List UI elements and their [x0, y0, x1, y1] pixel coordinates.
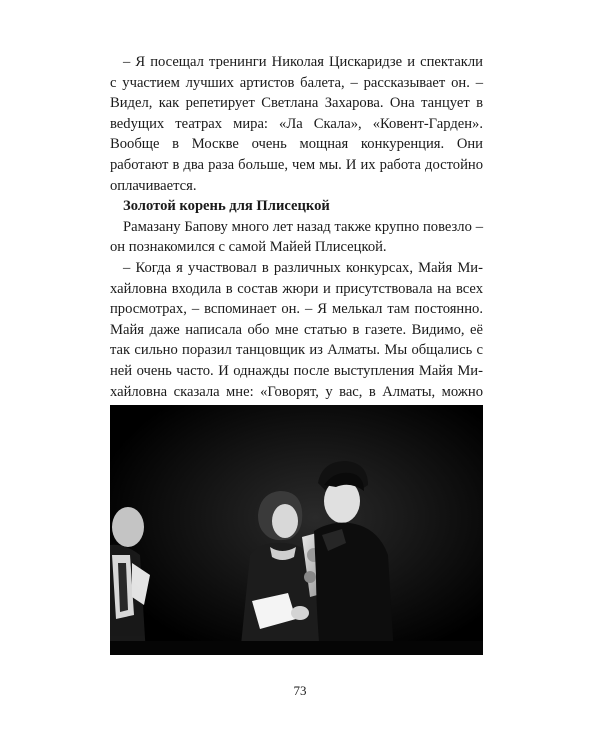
paragraph: – Когда я участвовал в различных конкурсах, Майя Михайловна входила в состав жюри и присутствовала на всех просмотрах, – вспоминает он. – Я мелькал там постоянно. Майя даже написала обо мне статью в газете. Видимо, её так сильно поразил танцовщик из Алматы. Мы общались с ней очень часто. И однажды после выступления Майя Михайловна сказала мне: «Говорят, у вас, в Алматы, можно	[110, 259, 483, 400]
page-number: 73	[293, 683, 307, 698]
section-heading: Золотой корень для Плисецкой	[123, 198, 330, 215]
stage-photo	[110, 405, 483, 655]
body-text	[110, 52, 483, 443]
paragraph: Рамазану Бапову много лет назад также крупно повезло – он познакомился с самой Майей Плисецкой.	[110, 218, 483, 256]
photo-illustration	[110, 405, 483, 655]
paragraph: – Я посещал тренинги Николая Цискаридзе и спектакли с участием лучших артистов балета, – рассказывает он. – Видел, как репетирует Светлана Захарова. Она танцует в веdущих театрах мира: «Ла Скала», «Ковент-Гарден». Вообще в Москве очень мощная конкуренция. Они работают в два раза больше, чем мы. И их работа достойно оплачивается.	[110, 54, 483, 194]
